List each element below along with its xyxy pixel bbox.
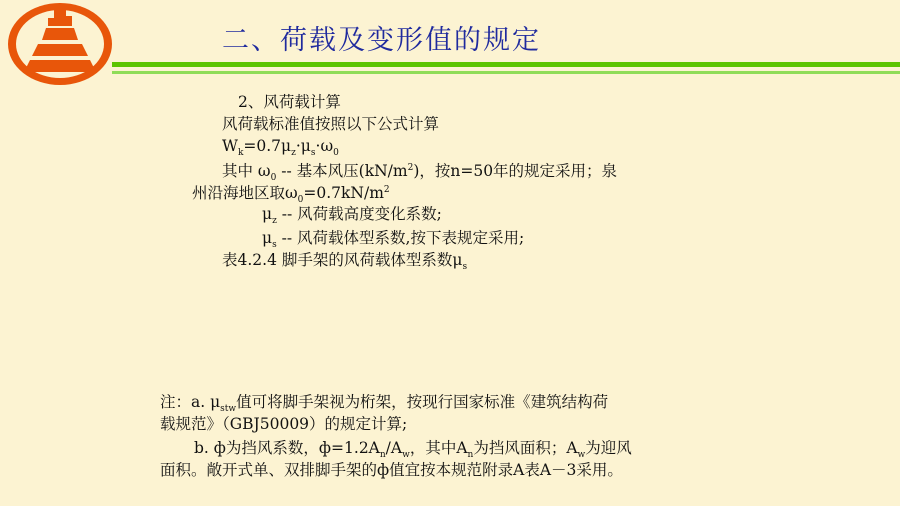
table-caption: 表4.2.4 脚手架的风荷载体型系数$\mu_s$ xyxy=(222,251,468,272)
section-heading: 2、风荷载计算 xyxy=(238,93,341,111)
note-b-line1: b. ф为挡风系数，$ф=1.2A_n/A_w$，其中$A_n$为挡风面积；$A_w$为迎风 xyxy=(194,439,632,460)
note-b-line2: 面积。敞开式单、双排脚手架的ф值宜按本规范附录A表A－3采用。 xyxy=(160,461,623,479)
title-rule-thin xyxy=(112,71,900,74)
formula: $W_k=0.7\mu_z\cdot\mu_s\cdot\omega_0$ xyxy=(222,137,339,158)
definition-muz: $\mu_z$ -- 风荷载高度变化系数; xyxy=(262,205,442,226)
intro-text: 风荷载标准值按照以下公式计算 xyxy=(222,115,440,133)
definition-mus: $\mu_s$ -- 风荷载体型系数,按下表规定采用; xyxy=(262,229,525,250)
page-title: 二、荷载及变形值的规定 xyxy=(222,25,541,56)
logo-icon xyxy=(4,0,116,88)
note-a-line2: 载规范》（GBJ50009）的规定计算; xyxy=(160,415,408,433)
definition-wind-pressure: 其中 $\omega_0$ -- 基本风压$(kN/m^2)$，按n=50年的规定采用；泉 xyxy=(222,162,618,183)
title-rule xyxy=(112,62,900,67)
note-a-line1: 注：a. $\mu_{stw}$值可将脚手架视为桁架，按现行国家标准《建筑结构荷 xyxy=(160,393,609,414)
definition-wind-pressure-cont: 州沿海地区取$\omega_0=0.7kN/m^2$ xyxy=(192,184,390,205)
